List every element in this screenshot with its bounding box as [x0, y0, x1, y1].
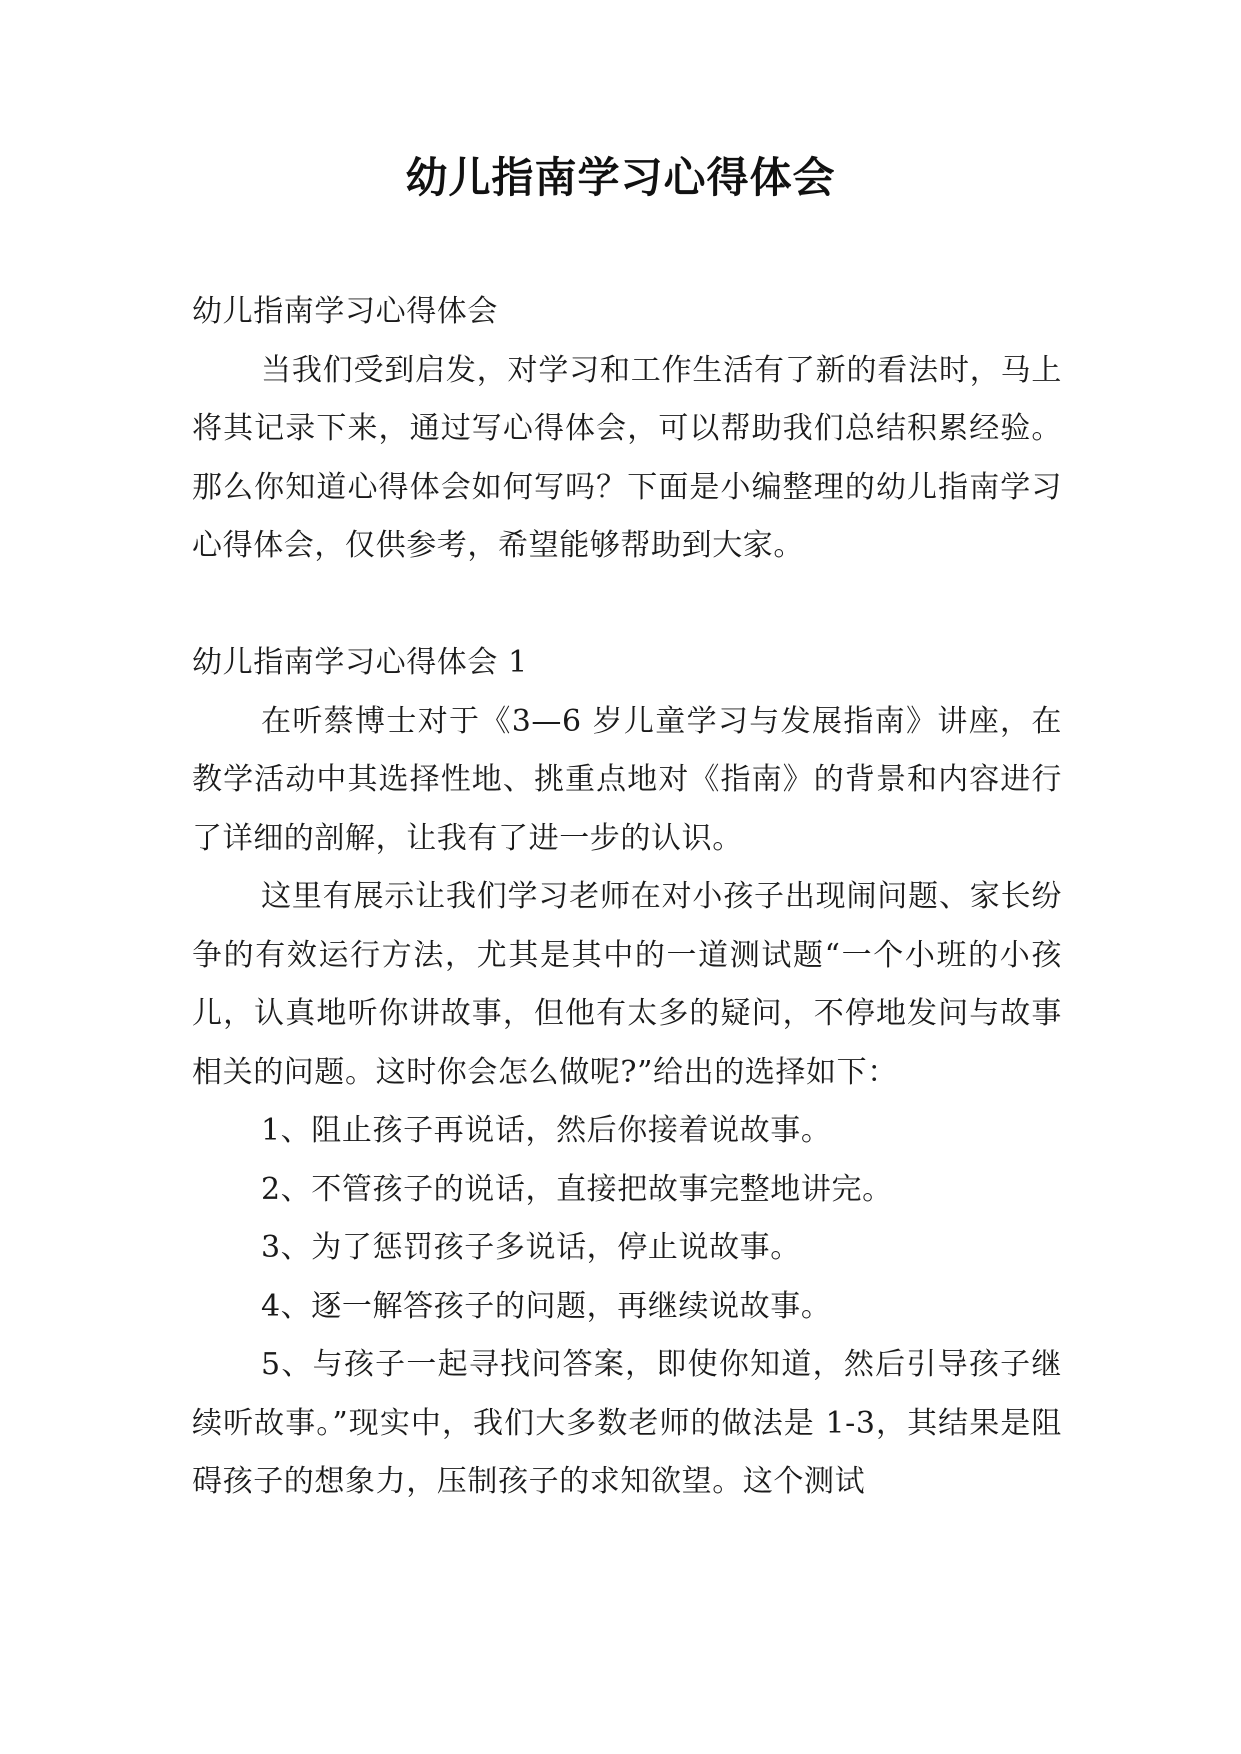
intro-paragraph: 当我们受到启发，对学习和工作生活有了新的看法时，马上将其记录下来，通过写心得体会，可以帮助我们总结积累经验。那么你知道心得体会如何写吗？下面是小编整理的幼儿指南学习心得体会，仅供参考，希望能够帮助到大家。 — [192, 352, 1062, 563]
subtitle: 幼儿指南学习心得体会 — [192, 294, 498, 329]
option-item: 5、与孩子一起寻找问答案，即使你知道，然后引导孩子继续听故事。”现实中，我们大多数老师的做法是 1-3，其结果是阻碍孩子的想象力，压制孩子的求知欲望。这个测试 — [192, 1347, 1062, 1499]
section-heading: 幼儿指南学习心得体会 1 — [192, 645, 528, 680]
document-body — [192, 283, 1062, 1512]
body-paragraph: 在听蔡博士对于《3—6 岁儿童学习与发展指南》讲座，在教学活动中其选择性地、挑重点地对《指南》的背景和内容进行了详细的剖解，让我有了进一步的认识。 — [192, 703, 1062, 856]
option-item: 2、不管孩子的说话，直接把故事完整地讲完。 — [261, 1171, 893, 1207]
body-paragraph: 这里有展示让我们学习老师在对小孩子出现闹问题、家长纷争的有效运行方法，尤其是其中的一道测试题“一个小班的小孩儿，认真地听你讲故事，但他有太多的疑问，不停地发问与故事相关的问题。这时你会怎么做呢?”给出的选择如下： — [192, 879, 1062, 1090]
option-item: 1、阻止孩子再说话，然后你接着说故事。 — [261, 1113, 832, 1148]
document-title: 幼儿指南学习心得体会 — [405, 153, 836, 202]
paragraph-spacer — [192, 576, 1062, 635]
option-item: 4、逐一解答孩子的问题，再继续说故事。 — [261, 1288, 832, 1324]
option-item: 3、为了惩罚孩子多说话，停止说故事。 — [261, 1230, 801, 1265]
